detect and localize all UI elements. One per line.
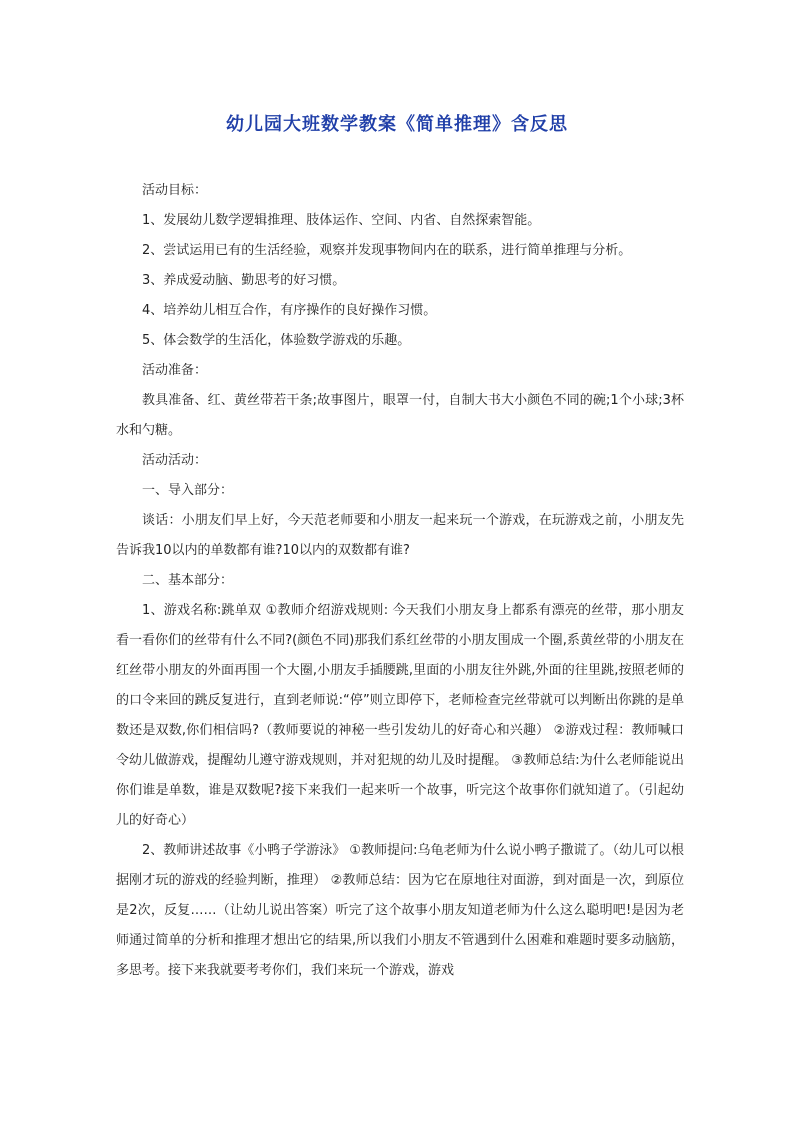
paragraph-main-heading: 二、基本部分： — [142, 573, 234, 588]
paragraph-intro-heading: 一、导入部分： — [142, 483, 234, 498]
paragraph-goal-2: 2、尝试运用已有的生活经验，观察并发现事物间内在的联系，进行简单推理与分析。 — [142, 243, 632, 258]
paragraph-story: 2、教师讲述故事《小鸭子学游泳》 ①教师提问:乌龟老师为什么说小鸭子撒谎了。（幼儿可以根据刚才玩的游戏的经验判断，推理） ②教师总结：因为它在原地往对面游，到对面是一次，到原位是2次，反复……（让幼儿说出答案）听完了这个故事小朋友知道老师为什么这么聪明吧!是因为老师通过简单的分析和推理才想出它的结果,所以我们小朋友不管遇到什么困难和难题时要多动脑筋，多思考。接下来我就要考考你们，我们来玩一个游戏，游戏 — [116, 843, 684, 978]
paragraph-preparation-heading: 活动准备： — [142, 363, 208, 378]
document-title: 幼儿园大班数学教案《简单推理》含反思 — [226, 114, 568, 135]
paragraph-preparation: 教具准备、红、黄丝带若干条;故事图片，眼罩一付，自制大书大小颜色不同的碗;1个小球;3杯水和勺糖。 — [116, 393, 684, 438]
paragraph-goal-4: 4、培养幼儿相互合作，有序操作的良好操作习惯。 — [142, 303, 437, 318]
paragraph-goal-1: 1、发展幼儿数学逻辑推理、肢体运作、空间、内省、自然探索智能。 — [142, 213, 541, 228]
document-body — [116, 176, 684, 986]
paragraph-goals-heading: 活动目标： — [142, 183, 208, 198]
paragraph-activity-heading: 活动活动： — [142, 453, 208, 468]
paragraph-goal-5: 5、体会数学的生活化，体验数学游戏的乐趣。 — [142, 333, 411, 348]
paragraph-goal-3: 3、养成爱动脑、勤思考的好习惯。 — [142, 273, 346, 288]
paragraph-game: 1、游戏名称:跳单双 ①教师介绍游戏规则: 今天我们小朋友身上都系有漂亮的丝带，那小朋友看一看你们的丝带有什么不同?(颜色不同)那我们系红丝带的小朋友围成一个圈,系黄丝带的小朋友在红丝带小朋友的外面再围一个大圈,小朋友手插腰跳,里面的小朋友往外跳,外面的往里跳,按照老师的的口令来回的跳反复进行，直到老师说:“停”则立即停下，老师检查完丝带就可以判断出你跳的是单数还是双数,你们相信吗?（教师要说的神秘一些引发幼儿的好奇心和兴趣） ②游戏过程：教师喊口令幼儿做游戏，提醒幼儿遵守游戏规则，并对犯规的幼儿及时提醒。 ③教师总结:为什么老师能说出你们谁是单数，谁是双数呢?接下来我们一起来听一个故事，听完这个故事你们就知道了。（引起幼儿的好奇心） — [116, 603, 684, 828]
paragraph-intro: 谈话：小朋友们早上好，今天范老师要和小朋友一起来玩一个游戏，在玩游戏之前，小朋友先告诉我10以内的单数都有谁?10以内的双数都有谁? — [116, 513, 684, 558]
